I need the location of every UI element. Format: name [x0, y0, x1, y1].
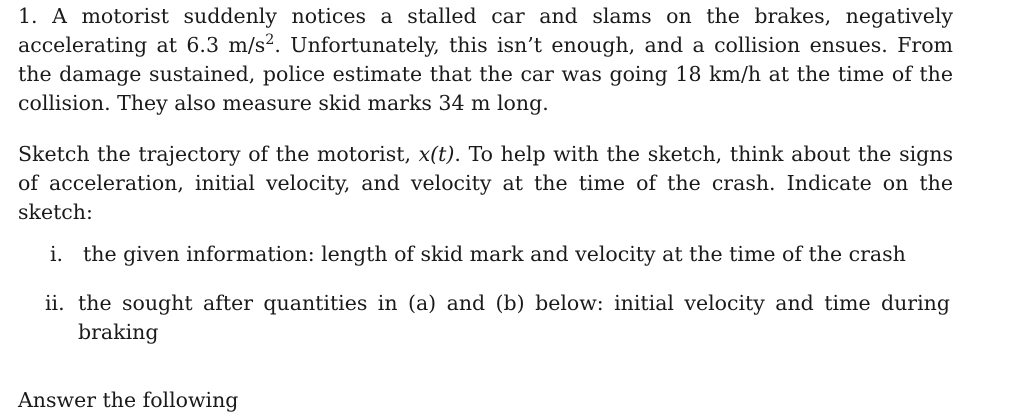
cut-off-text: Answer the following — [18, 388, 239, 412]
list-marker-ii: ii. — [45, 291, 65, 315]
exponent: 2 — [265, 32, 275, 49]
statement-text-part2: . Unfortunately, this isn’t enough, and a collision ensues. From the damage sustained, police estimate that the car was going 18 km/h at the time of the collision. They also measure skid marks 34 m long. — [18, 33, 953, 115]
statement-text-part1: A motorist suddenly notices a stalled car and slams on the brakes, negatively accelerating at 6.3 m/s — [18, 4, 953, 57]
math-x-of-t: x(t) — [418, 142, 455, 166]
instruction-text-part2: . To help with the sketch, think about the signs of acceleration, initial velocity, and velocity at the time of the crash. Indicate on the sketch: — [18, 142, 954, 224]
list-marker-i: i. — [50, 242, 64, 266]
problem-statement — [18, 2, 953, 118]
problem-number: 1. — [18, 4, 38, 28]
instruction-text-part1: Sketch the trajectory of the motorist, — [18, 142, 419, 166]
list-text-i: the given information: length of skid mark and velocity at the time of the crash — [83, 242, 906, 266]
list-text-ii: the sought after quantities in (a) and (b) below: initial velocity and time during braking — [78, 291, 950, 344]
list-item-ii — [45, 289, 950, 347]
sketch-instruction — [18, 140, 953, 227]
list-item-i — [50, 240, 950, 269]
